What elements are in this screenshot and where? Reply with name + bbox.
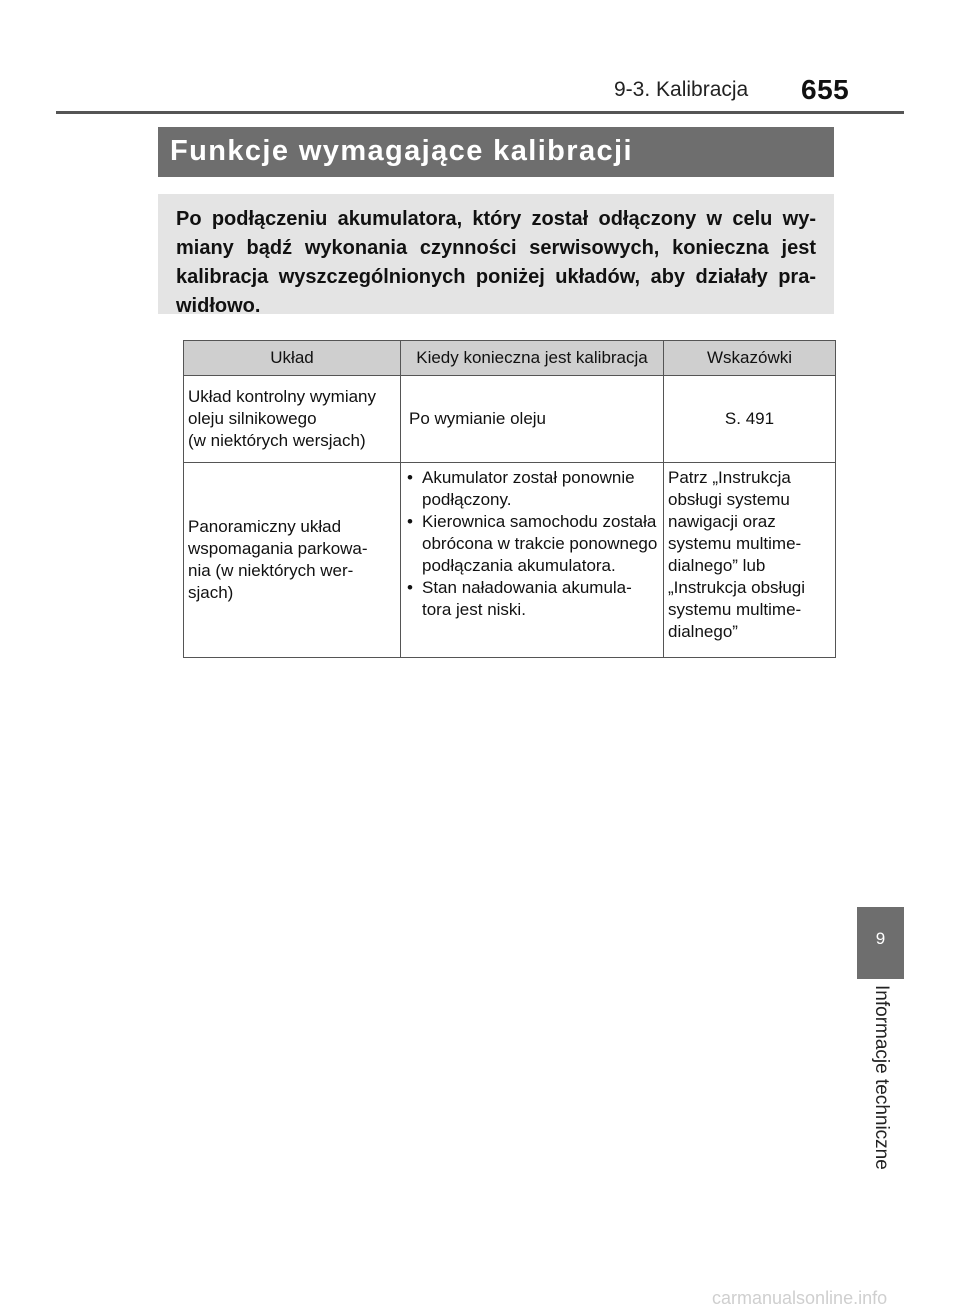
page-number: 655 (801, 74, 850, 105)
section-title: 9-3. Kalibracja (614, 78, 749, 101)
column-header-system: Układ (184, 341, 401, 376)
table-row (184, 376, 836, 463)
cell-hint: S. 491 (664, 376, 836, 463)
cell-line: oleju silnikowego (188, 409, 317, 428)
cell-hint (664, 463, 836, 658)
cell-line: sjach) (188, 583, 234, 602)
intro-box (158, 194, 834, 317)
cell-line: systemu multime- (668, 534, 802, 553)
page-heading: Funkcje wymagające kalibracji (170, 135, 633, 167)
cell-line: nawigacji oraz (668, 512, 776, 531)
table-header-row (184, 341, 836, 376)
cell-line: wspomagania parkowa- (188, 539, 368, 558)
cell-line: (w niektórych wersjach) (188, 431, 366, 450)
cell-system (184, 376, 401, 463)
chapter-tab (857, 907, 904, 979)
column-header-hints: Wskazówki (664, 341, 836, 376)
cell-line: obsługi systemu (668, 490, 790, 509)
intro-text: Po podłączeniu akumulatora, który został odłączony w celu wy- miany bądź wykonania czynności serwisowych, konieczna jest kalibracja wyszczególnionych poniżej układów, aby działały pra- widłowo. (176, 208, 816, 317)
cell-when (401, 463, 664, 658)
cell-line: dialnego” (668, 622, 738, 641)
watermark-url: carmanualsonline.info (712, 1288, 888, 1308)
cell-line: Patrz „Instrukcja (668, 468, 791, 487)
bullet-list (405, 467, 659, 621)
table-row (184, 463, 836, 658)
cell-line: dialnego” lub (668, 556, 766, 575)
header-divider (56, 111, 904, 114)
cell-when: Po wymianie oleju (401, 376, 664, 463)
list-item: • Akumulator został ponownie podłączony. (405, 467, 659, 511)
list-item: • Kierownica samochodu została obrócona w trakcie ponownego podłączania akumulatora. (405, 511, 659, 577)
cell-line: systemu multime- (668, 600, 802, 619)
chapter-label: Informacje techniczne (871, 985, 892, 1170)
cell-line: Układ kontrolny wymiany (188, 387, 377, 406)
list-item: • Stan naładowania akumula- tora jest niski. (405, 577, 659, 621)
chapter-number: 9 (875, 929, 886, 948)
heading-bar (158, 127, 834, 177)
column-header-when: Kiedy konieczna jest kalibracja (401, 341, 664, 376)
cell-line: Panoramiczny układ (188, 517, 342, 536)
cell-line: nia (w niektórych wer- (188, 561, 354, 580)
cell-system (184, 463, 401, 658)
cell-line: „Instrukcja obsługi (668, 578, 806, 597)
calibration-table (183, 340, 836, 658)
